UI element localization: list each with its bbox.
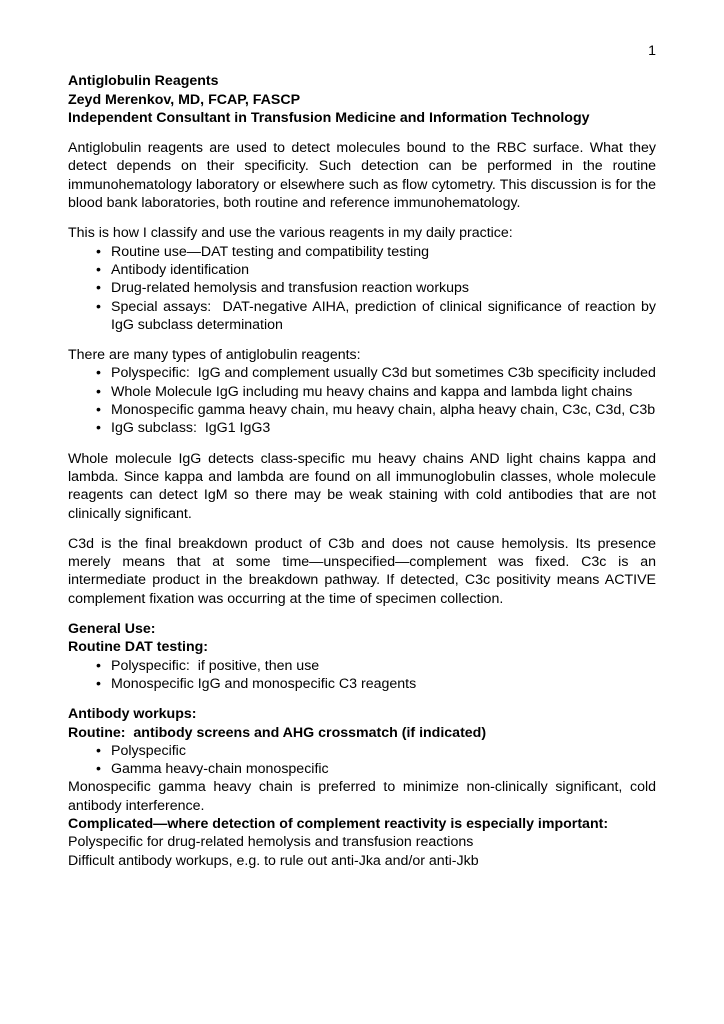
bullet-icon: • bbox=[96, 420, 101, 437]
bullet-icon: • bbox=[96, 243, 101, 260]
bullet-text: Polyspecific: IgG and complement usually C3d but sometimes C3b specificity included bbox=[111, 365, 656, 382]
paragraph-whole-molecule: Whole molecule IgG detects class-specific mu heavy chains AND light chains kappa and lambda. Since kappa and lambda are found on all immunoglobulin classes, whole molecule reagents can detect IgM so there may be weak staining with cold antibodies that are not clinically significant. bbox=[68, 450, 656, 522]
paragraph-c3d: C3d is the final breakdown product of C3b and does not cause hemolysis. Its presence merely means that at some time—unspecified—complement was fixed. C3c is an intermediate product in the breakdown pathway. If detected, C3c positivity means ACTIVE complement fixation was occurring at the time of specimen collection. bbox=[68, 535, 656, 607]
classification-lead: This is how I classify and use the various reagents in my daily practice: bbox=[68, 225, 513, 242]
bullet-text: IgG subclass: IgG1 IgG3 bbox=[111, 420, 271, 437]
general-use-heading: General Use: bbox=[68, 621, 156, 638]
doc-affiliation: Independent Consultant in Transfusion Medicine and Information Technology bbox=[68, 109, 590, 126]
routine-dat-heading: Routine DAT testing: bbox=[68, 639, 209, 656]
list-item bbox=[68, 742, 656, 760]
section-antibody-workups bbox=[68, 705, 656, 870]
list-item bbox=[68, 364, 656, 382]
bullet-text: Monospecific IgG and monospecific C3 reagents bbox=[111, 675, 417, 692]
general-use-bullet-list bbox=[68, 657, 656, 694]
complicated-line: Polyspecific for drug-related hemolysis and transfusion reactions bbox=[68, 834, 474, 851]
bullet-icon: • bbox=[96, 365, 101, 382]
classification-bullet-list bbox=[68, 243, 656, 334]
list-item bbox=[68, 760, 656, 778]
section-classification bbox=[68, 224, 656, 334]
section-types bbox=[68, 346, 656, 437]
bullet-text: Monospecific gamma heavy chain, mu heavy chain, alpha heavy chain, C3c, C3d, C3b bbox=[111, 402, 656, 419]
list-item bbox=[68, 298, 656, 335]
list-item bbox=[68, 657, 656, 675]
monospecific-note: Monospecific gamma heavy chain is preferred to minimize non-clinically significant, cold antibody interference. bbox=[68, 779, 656, 814]
title-block bbox=[68, 72, 656, 127]
doc-author: Zeyd Merenkov, MD, FCAP, FASCP bbox=[68, 91, 301, 108]
bullet-text: Gamma heavy-chain monospecific bbox=[111, 761, 329, 778]
bullet-text: Routine use—DAT testing and compatibility testing bbox=[111, 243, 430, 260]
bullet-icon: • bbox=[96, 761, 101, 778]
bullet-icon: • bbox=[96, 261, 101, 278]
types-lead: There are many types of antiglobulin reagents: bbox=[68, 347, 361, 364]
section-general-use bbox=[68, 620, 656, 693]
paragraph-intro: Antiglobulin reagents are used to detect molecules bound to the RBC surface. What they detect depends on their specificity. Such detection can be performed in the routine immunohematology laboratory or elsewhere such as flow cytometry. This discussion is for the blood bank laboratories, both routine and reference immunohematology. bbox=[68, 140, 656, 212]
bullet-text: Whole Molecule IgG including mu heavy chains and kappa and lambda light chains bbox=[111, 383, 633, 400]
list-item bbox=[68, 675, 656, 693]
routine-screens-heading: Routine: antibody screens and AHG crossmatch (if indicated) bbox=[68, 724, 487, 741]
bullet-text: Polyspecific bbox=[111, 742, 186, 759]
list-item bbox=[68, 383, 656, 401]
doc-title: Antiglobulin Reagents bbox=[68, 73, 219, 90]
bullet-icon: • bbox=[96, 280, 101, 297]
bullet-icon: • bbox=[96, 298, 101, 315]
list-item bbox=[68, 419, 656, 437]
antibody-workups-heading: Antibody workups: bbox=[68, 706, 197, 723]
list-item bbox=[68, 243, 656, 261]
complicated-heading: Complicated—where detection of complement reactivity is especially important: bbox=[68, 815, 609, 832]
bullet-text: Polyspecific: if positive, then use bbox=[111, 657, 320, 674]
types-bullet-list bbox=[68, 364, 656, 437]
list-item bbox=[68, 261, 656, 279]
page-content bbox=[68, 42, 656, 882]
bullet-icon: • bbox=[96, 657, 101, 674]
antibody-workups-bullet-list bbox=[68, 742, 656, 779]
bullet-icon: • bbox=[96, 742, 101, 759]
bullet-text: Special assays: DAT-negative AIHA, prediction of clinical significance of reaction by IgG subclass determination bbox=[111, 298, 656, 333]
page-number: 1 bbox=[648, 43, 656, 59]
bullet-text: Drug-related hemolysis and transfusion reaction workups bbox=[111, 280, 470, 297]
bullet-text: Antibody identification bbox=[111, 261, 250, 278]
complicated-line: Difficult antibody workups, e.g. to rule out anti-Jka and/or anti-Jkb bbox=[68, 852, 479, 869]
bullet-icon: • bbox=[96, 402, 101, 419]
bullet-icon: • bbox=[96, 675, 101, 692]
list-item bbox=[68, 401, 656, 419]
bullet-icon: • bbox=[96, 383, 101, 400]
list-item bbox=[68, 279, 656, 297]
